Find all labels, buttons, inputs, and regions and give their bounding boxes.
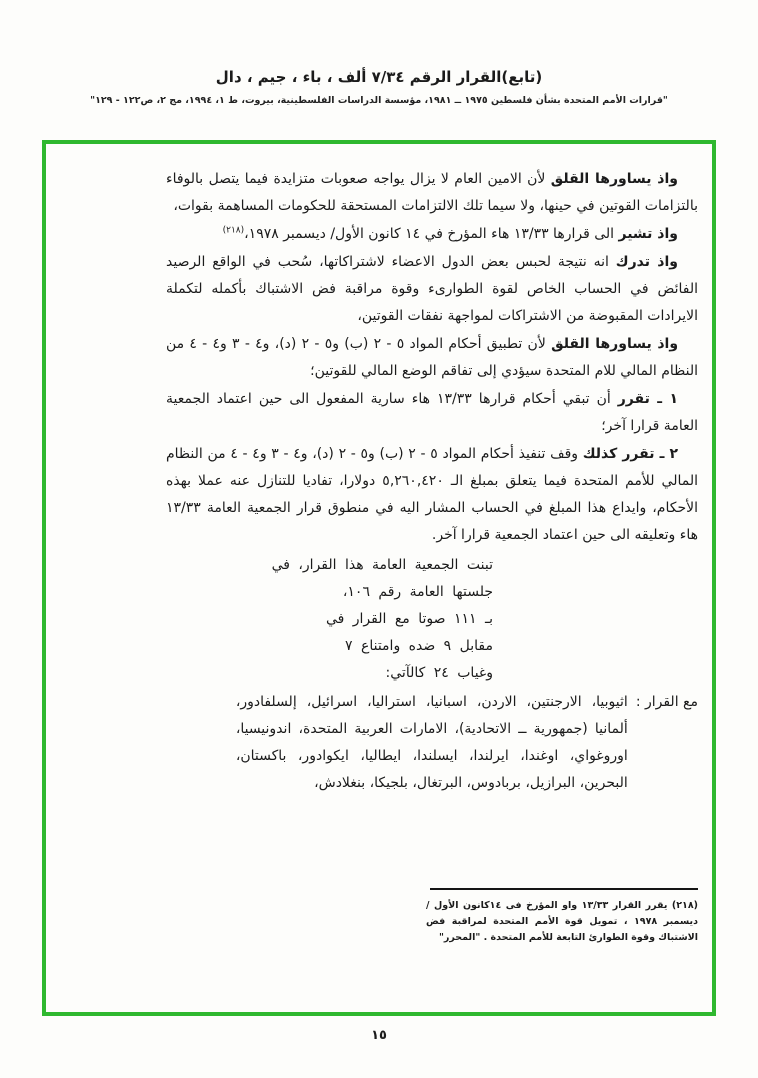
paragraph-lead: واذ يساورها القلق xyxy=(550,171,678,187)
vote-with-label: مع القرار : xyxy=(635,694,698,710)
paragraph-text: الى قرارها ١٣/٣٣ هاء المؤرخ في ١٤ كانون الأول/ ديسمبر ١٩٧٨، xyxy=(244,226,619,242)
paragraph-text: وقف تنفيذ أحكام المواد ٥ - ٢ (ب) و٥ - ٢ (د)، و٤ - ٣ و٤ - ٤ من النظام المالي للأمم المتحدة فيما يتعلق بمبلغ الـ ٥,٢٦٠,٤٢٠ دولارا، تفاديا للتنازل عنه عملا بهذه الأحكام، وايداع هذا المبلغ في الحساب المشار اليه في منطوق قرار الجمعية العامة ١٣/٣٣ هاء وتعليقه الى حين اعتماد الجمعية قرارا آخر. xyxy=(166,446,698,543)
adoption-note-line: وغياب ٢٤ كالآتي: xyxy=(385,665,493,681)
preambular-paragraph-4 xyxy=(166,331,698,385)
footnote xyxy=(426,898,698,946)
adoption-note-line: مقابل ٩ ضده وامتناع ٧ xyxy=(345,638,493,654)
vote-with-section xyxy=(166,689,698,797)
preambular-paragraph-3 xyxy=(166,249,698,330)
preambular-paragraph-2 xyxy=(166,221,698,248)
paragraph-lead: ١ ـ تقرر xyxy=(617,391,678,407)
vote-with-countries: اثيوبيا، الارجنتين، الاردن، اسبانيا، استراليا، اسرائيل، إلسلفادور، ألمانيا (جمهورية ــ الاتحادية)، الامارات العربية المتحدة، اندونيسيا، اوروغواي، اوغندا، ايرلندا، ايسلندا، ايطاليا، ايكوادور، باكستان، البحرين، البرازيل، بربادوس، البرتغال، بلجيكا، بنغلادش، xyxy=(235,694,628,791)
footnote-text: يقرر القرار ١٣/٣٣ واو المؤرخ فى ١٤كانون الأول / ديسمبر ١٩٧٨ ، تمويل قوة الأمم المتحدة لمراقبة فض الاشتباك وقوة الطوارئ التابعة للأمم المتحدة . "المحرر" xyxy=(426,900,698,943)
preambular-paragraph-1 xyxy=(166,166,698,220)
footnote-divider xyxy=(430,888,698,890)
paragraph-lead: واذ يساورها القلق xyxy=(551,336,679,352)
green-border-frame xyxy=(42,140,716,1016)
adoption-note-line: جلستها العامة رقم ١٠٦، xyxy=(342,584,493,600)
operative-paragraph-1 xyxy=(166,386,698,440)
footnote-reference: (٢١٨) xyxy=(222,225,245,236)
resolution-body xyxy=(46,144,712,1012)
document-title: (تابع)القرار الرقم ٧/٣٤ ألف ، باء ، جيم ، دال xyxy=(215,68,543,86)
paragraph-text: انه نتيجة لحبس بعض الدول الاعضاء لاشتراكاتها، سُحب في الواقع الرصيد الفائض في الحساب الخاص لقوة الطوارىء وقوة مراقبة فض الاشتباك بأكمله لتكملة الايرادات المقبوضة من الاشتراكات لمواجهة نفقات القوتين، xyxy=(166,254,698,324)
adoption-note-line: بـ ١١١ صوتا مع القرار في xyxy=(325,611,493,627)
footnote-marker: (٢١٨) xyxy=(671,900,698,911)
adoption-note-line: تبنت الجمعية العامة هذا القرار، في xyxy=(271,557,493,573)
paragraph-text: لأن تطبيق أحكام المواد ٥ - ٢ (ب) و٥ - ٢ (د)، و٤ - ٣ و٤ - ٤ من النظام المالي للام المتحدة سيؤدي إلى تفاقم الوضع المالي للقوتين؛ xyxy=(166,336,698,379)
paragraph-lead: ٢ ـ تقرر كذلك xyxy=(582,446,679,462)
operative-paragraph-2 xyxy=(166,441,698,549)
adoption-note xyxy=(166,552,493,687)
doc-header xyxy=(0,68,758,106)
source-citation: "قرارات الأمم المتحدة بشأن فلسطين ١٩٧٥ ــ ١٩٨١، مؤسسة الدراسات الفلسطينية، بيروت، ط ١، ١٩٩٤، مج ٢، ص١٢٢ - ١٢٩" xyxy=(90,95,668,106)
paragraph-text: أن تبقي أحكام قرارها ١٣/٣٣ هاء سارية المفعول الى حين اعتماد الجمعية العامة قرارا آخر؛ xyxy=(166,391,698,434)
page-number: ١٥ xyxy=(371,1028,387,1043)
paragraph-lead: واذ تشير xyxy=(618,226,678,242)
paragraph-text: لأن الامين العام لا يزال يواجه صعوبات متزايدة فيما يتصل بالوفاء بالتزامات القوتين في حينها، ولا سيما تلك الالتزامات المستحقة للحكومات المساهمة بقوات، xyxy=(166,171,698,214)
footnote-area xyxy=(166,888,698,946)
paragraph-lead: واذ تدرك xyxy=(615,254,678,270)
